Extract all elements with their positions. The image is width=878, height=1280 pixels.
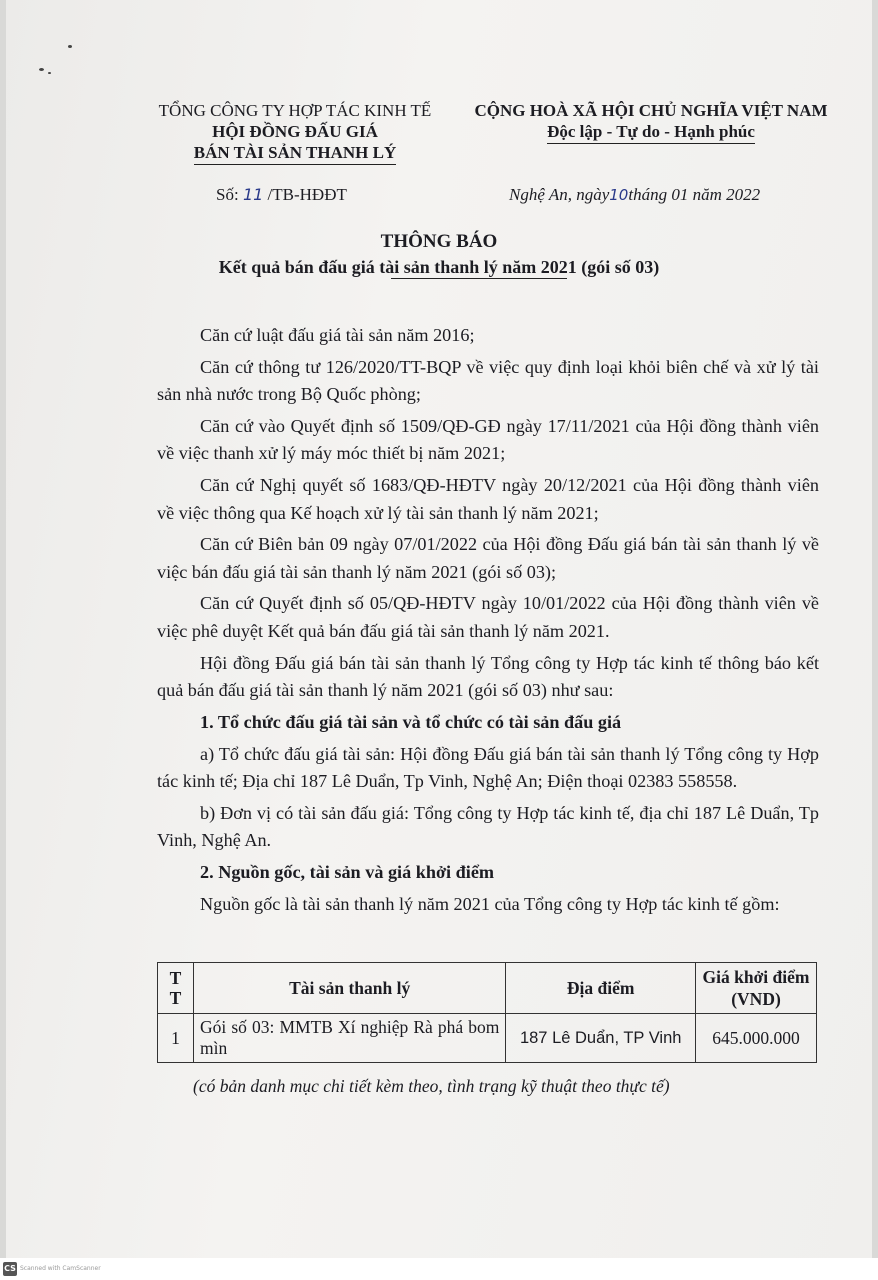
ink-speck <box>68 45 72 48</box>
paragraph: Hội đồng Đấu giá bán tài sản thanh lý Tổng công ty Hợp tác kinh tế thông báo kết quả bán đấu giá tài sản thanh lý năm 2021 (gói số 03) như sau: <box>157 652 819 701</box>
council-subtitle: BÁN TÀI SẢN THANH LÝ <box>194 142 396 165</box>
document-body <box>157 322 819 922</box>
header-cell: Địa điểm <box>506 963 696 1014</box>
table-note: (có bản danh mục chi tiết kèm theo, tình trạng kỹ thuật theo thực tế) <box>193 1076 670 1096</box>
date-suffix: tháng 01 năm 2022 <box>628 185 761 204</box>
document-number <box>216 185 347 205</box>
paragraph: a) Tổ chức đấu giá tài sản: Hội đồng Đấu giá bán tài sản thanh lý Tổng công ty Hợp tác kinh tế; Địa chỉ 187 Lê Duẩn, Tp Vinh, Nghệ An; Điện thoại 02383 558558. <box>157 743 819 791</box>
number-suffix: /TB-HĐĐT <box>267 185 347 204</box>
number-handwritten: 11 <box>242 185 264 204</box>
paragraph: Căn cứ thông tư 126/2020/TT-BQP về việc quy định loại khỏi biên chế và xử lý tài sản nhà nước trong Bộ Quốc phòng; <box>157 356 819 405</box>
document-title: THÔNG BÁO <box>380 231 498 252</box>
header-cell: TT <box>158 963 194 1014</box>
header-cell: Giá khởi điểm (VND) <box>696 963 817 1014</box>
ink-speck <box>39 68 44 71</box>
paragraph: Nguồn gốc là tài sản thanh lý năm 2021 của Tổng công ty Hợp tác kinh tế gồm: <box>200 893 780 914</box>
paragraph: Căn cứ vào Quyết định số 1509/QĐ-GĐ ngày 17/11/2021 của Hội đồng thành viên về việc thanh xử lý máy móc thiết bị năm 2021; <box>157 415 819 464</box>
council-name-line2 <box>120 142 470 165</box>
header-cell: Tài sản thanh lý <box>193 963 505 1014</box>
camscanner-logo-icon: CS <box>3 1262 17 1276</box>
subtitle-text: Kết quả bán đấu giá tài sản thanh lý năm 2021 (gói số 03) <box>218 257 660 277</box>
section-heading-2: 2. Nguồn gốc, tài sản và giá khởi điểm <box>200 861 495 882</box>
paragraph: b) Đơn vị có tài sản đấu giá: Tổng công ty Hợp tác kinh tế, địa chỉ 187 Lê Duẩn, Tp Vinh, Nghệ An. <box>157 802 819 851</box>
paragraph: Căn cứ luật đấu giá tài sản năm 2016; <box>200 325 475 345</box>
header-country <box>466 100 836 144</box>
document-date <box>509 185 760 205</box>
cell-price: 645.000.000 <box>696 1014 817 1063</box>
table-header-row <box>158 963 817 1014</box>
paragraph: Căn cứ Quyết định số 05/QĐ-HĐTV ngày 10/01/2022 của Hội đồng thành viên về việc phê duyệt Kết quả bán đấu giá tài sản thanh lý năm 2021. <box>157 593 819 641</box>
cell-index: 1 <box>158 1014 194 1063</box>
ink-speck <box>48 72 51 74</box>
council-name: HỘI ĐỒNG ĐẤU GIÁ <box>212 122 378 141</box>
cell-asset: Gói số 03: MMTB Xí nghiệp Rà phá bom mìn <box>193 1014 505 1063</box>
assets-table <box>157 962 817 1063</box>
section-heading-1: 1. Tổ chức đấu giá tài sản và tổ chức có tài sản đấu giá <box>200 711 622 732</box>
table-row <box>158 1014 817 1063</box>
number-prefix: Số: <box>216 185 239 204</box>
scanner-footer <box>0 1258 878 1280</box>
paragraph: Căn cứ Nghị quyết số 1683/QĐ-HĐTV ngày 20/12/2021 của Hội đồng thành viên về việc thông qua Kế hoạch xử lý tài sản thanh lý năm 2021; <box>157 475 819 523</box>
motto-line <box>466 121 836 144</box>
paragraph: Căn cứ Biên bản 09 ngày 07/01/2022 của Hội đồng Đấu giá bán tài sản thanh lý về việc bán đấu giá tài sản thanh lý năm 2021 (gói số 03); <box>157 534 819 582</box>
header-organization <box>120 100 470 165</box>
cell-location: 187 Lê Duẩn, TP Vinh <box>506 1014 696 1063</box>
date-prefix: Nghệ An, ngày <box>509 185 610 204</box>
org-name: TỔNG CÔNG TY HỢP TÁC KINH TẾ <box>158 101 432 120</box>
motto: Độc lập - Tự do - Hạnh phúc <box>547 121 755 144</box>
scanner-credit: Scanned with CamScanner <box>20 1265 101 1272</box>
document-subtitle <box>0 257 878 278</box>
country-name: CỘNG HOÀ XÃ HỘI CHỦ NGHĨA VIỆT NAM <box>474 101 828 120</box>
date-day-handwritten: 10 <box>609 186 629 204</box>
